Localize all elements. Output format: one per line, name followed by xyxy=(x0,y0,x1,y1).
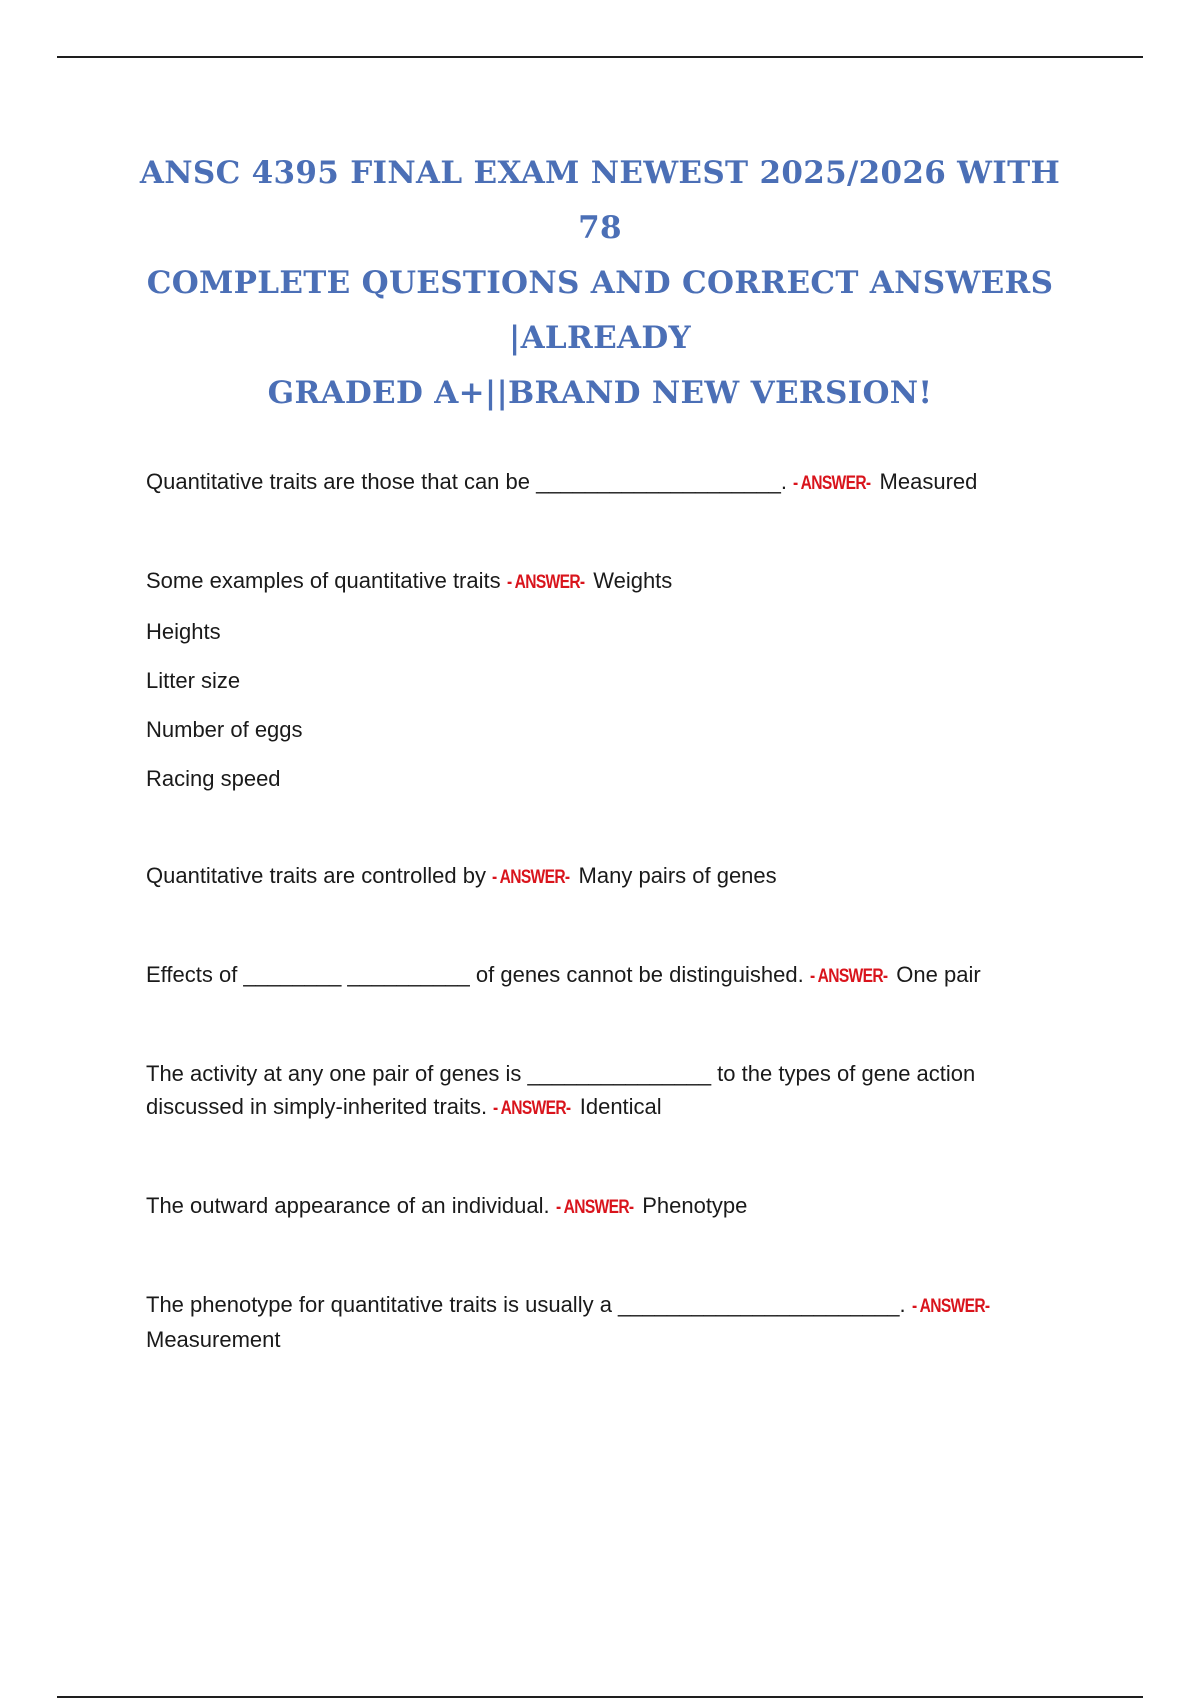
answer-text: Measured xyxy=(879,469,978,494)
title-line-2: COMPLETE QUESTIONS AND CORRECT ANSWERS |ALREADY xyxy=(146,265,1054,356)
answer-text: Identical xyxy=(579,1094,662,1119)
qa-item xyxy=(146,859,1066,894)
answer-line: Number of eggs xyxy=(146,717,303,742)
answer-marker: - ANSWER- xyxy=(555,1197,634,1218)
answer-text: Phenotype xyxy=(642,1193,748,1218)
answer-text: One pair xyxy=(896,962,981,987)
qa-item xyxy=(146,564,1066,795)
answer-marker: - ANSWER- xyxy=(911,1296,990,1317)
answer-continuation xyxy=(146,615,1066,795)
qa-item xyxy=(146,1189,1066,1224)
title-line-3: GRADED A+||BRAND NEW VERSION! xyxy=(267,375,933,411)
qa-item xyxy=(146,1057,1066,1125)
answer-marker: - ANSWER- xyxy=(809,966,888,987)
answer-line: Racing speed xyxy=(146,766,281,791)
answer-marker: - ANSWER- xyxy=(493,1098,571,1119)
question-text: The phenotype for quantitative traits is usually a _______________________. xyxy=(146,1292,912,1317)
qa-item xyxy=(146,958,1066,993)
answer-text: Measurement xyxy=(146,1327,281,1352)
title-line-1: ANSC 4395 FINAL EXAM NEWEST 2025/2026 WITH 78 xyxy=(139,155,1061,246)
qa-list xyxy=(146,465,1066,1356)
qa-item xyxy=(146,1288,1066,1356)
question-text: Effects of ________ __________ of genes cannot be distinguished. xyxy=(146,962,810,987)
question-text: The activity at any one pair of genes is _______________ to the types of gene action discussed in simply-inherited traits. xyxy=(146,1061,976,1119)
answer-text: Many pairs of genes xyxy=(578,863,777,888)
top-rule xyxy=(57,56,1143,58)
question-text: Some examples of quantitative traits xyxy=(146,568,507,593)
answer-marker: - ANSWER- xyxy=(492,867,570,888)
answer-text: Weights xyxy=(593,568,673,593)
question-text: Quantitative traits are those that can be ____________________. xyxy=(146,469,794,494)
answer-line: Litter size xyxy=(146,668,241,693)
question-text: The outward appearance of an individual. xyxy=(146,1193,556,1218)
page-title xyxy=(120,146,1080,421)
answer-marker: - ANSWER- xyxy=(793,473,871,494)
answer-marker: - ANSWER- xyxy=(506,572,585,593)
bottom-rule xyxy=(57,1696,1143,1698)
answer-line: Heights xyxy=(146,619,221,644)
question-text: Quantitative traits are controlled by xyxy=(146,863,493,888)
qa-item xyxy=(146,465,1066,500)
